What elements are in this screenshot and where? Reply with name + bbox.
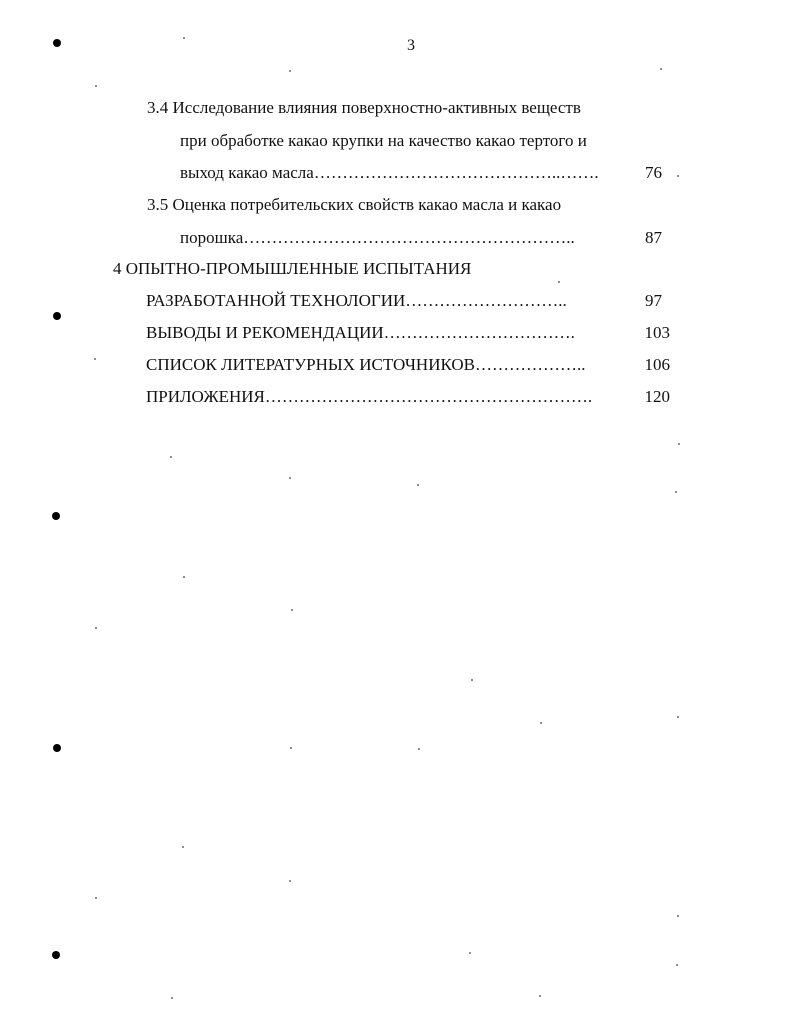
scan-speck: [660, 68, 662, 70]
toc-page-number: 97: [645, 291, 662, 310]
toc-entry-line: ВЫВОДЫ И РЕКОМЕНДАЦИИ…………………………….: [146, 323, 575, 342]
scan-speck: [171, 997, 173, 999]
scan-speck: [417, 484, 419, 486]
toc-entry-line: 3.5 Оценка потребительских свойств какао масла и какао: [147, 195, 562, 214]
scan-speck: [183, 576, 185, 578]
scan-speck: [471, 679, 473, 681]
scan-speck: [677, 716, 679, 718]
binder-hole: [52, 512, 60, 520]
toc-entry-line: выход какао масла……………………………………..…….: [180, 163, 599, 182]
scan-speck: [677, 915, 679, 917]
scan-speck: [678, 443, 680, 445]
scan-speck: [469, 952, 471, 954]
toc-page-number: 103: [644, 323, 670, 342]
toc-entry-line: 4 ОПЫТНО-ПРОМЫШЛЕННЫЕ ИСПЫТАНИЯ: [113, 259, 472, 278]
scan-speck: [675, 491, 677, 493]
toc-entry-line: при обработке какао крупки на качество какао тертого и: [180, 131, 587, 150]
scan-speck: [291, 609, 293, 611]
page-number: 3: [407, 37, 415, 54]
scan-speck: [95, 897, 97, 899]
toc-entry-line: порошка…………………………………………………..: [180, 228, 575, 247]
scan-speck: [539, 995, 541, 997]
binder-hole: [52, 951, 60, 959]
toc-page-number: 87: [645, 228, 662, 247]
scan-speck: [95, 85, 97, 87]
scan-speck: [182, 846, 184, 848]
scan-speck: [290, 747, 292, 749]
scan-speck: [289, 477, 291, 479]
scan-speck: [170, 456, 172, 458]
toc-entry-line: СПИСОК ЛИТЕРАТУРНЫХ ИСТОЧНИКОВ………………..: [146, 355, 586, 374]
scan-speck: [676, 964, 678, 966]
toc-page-number: 120: [644, 387, 670, 406]
scan-speck: [183, 37, 185, 39]
binder-hole: [53, 312, 61, 320]
scan-speck: [289, 880, 291, 882]
toc-page-number: 76: [645, 163, 662, 182]
toc-entry-line: РАЗРАБОТАННОЙ ТЕХНОЛОГИИ………………………..: [146, 291, 567, 310]
scan-speck: [418, 748, 420, 750]
scan-speck: [94, 358, 96, 360]
toc-page-number: 106: [644, 355, 670, 374]
scan-speck: [95, 627, 97, 629]
binder-hole: [53, 39, 61, 47]
scan-speck: [558, 281, 560, 283]
toc-entry-line: 3.4 Исследование влияния поверхностно-активных веществ: [147, 98, 581, 117]
scan-speck: [289, 70, 291, 72]
scan-speck: [540, 722, 542, 724]
binder-hole: [53, 744, 61, 752]
toc-entry-line: ПРИЛОЖЕНИЯ………………………………………………….: [146, 387, 593, 406]
scan-speck: [677, 175, 679, 177]
